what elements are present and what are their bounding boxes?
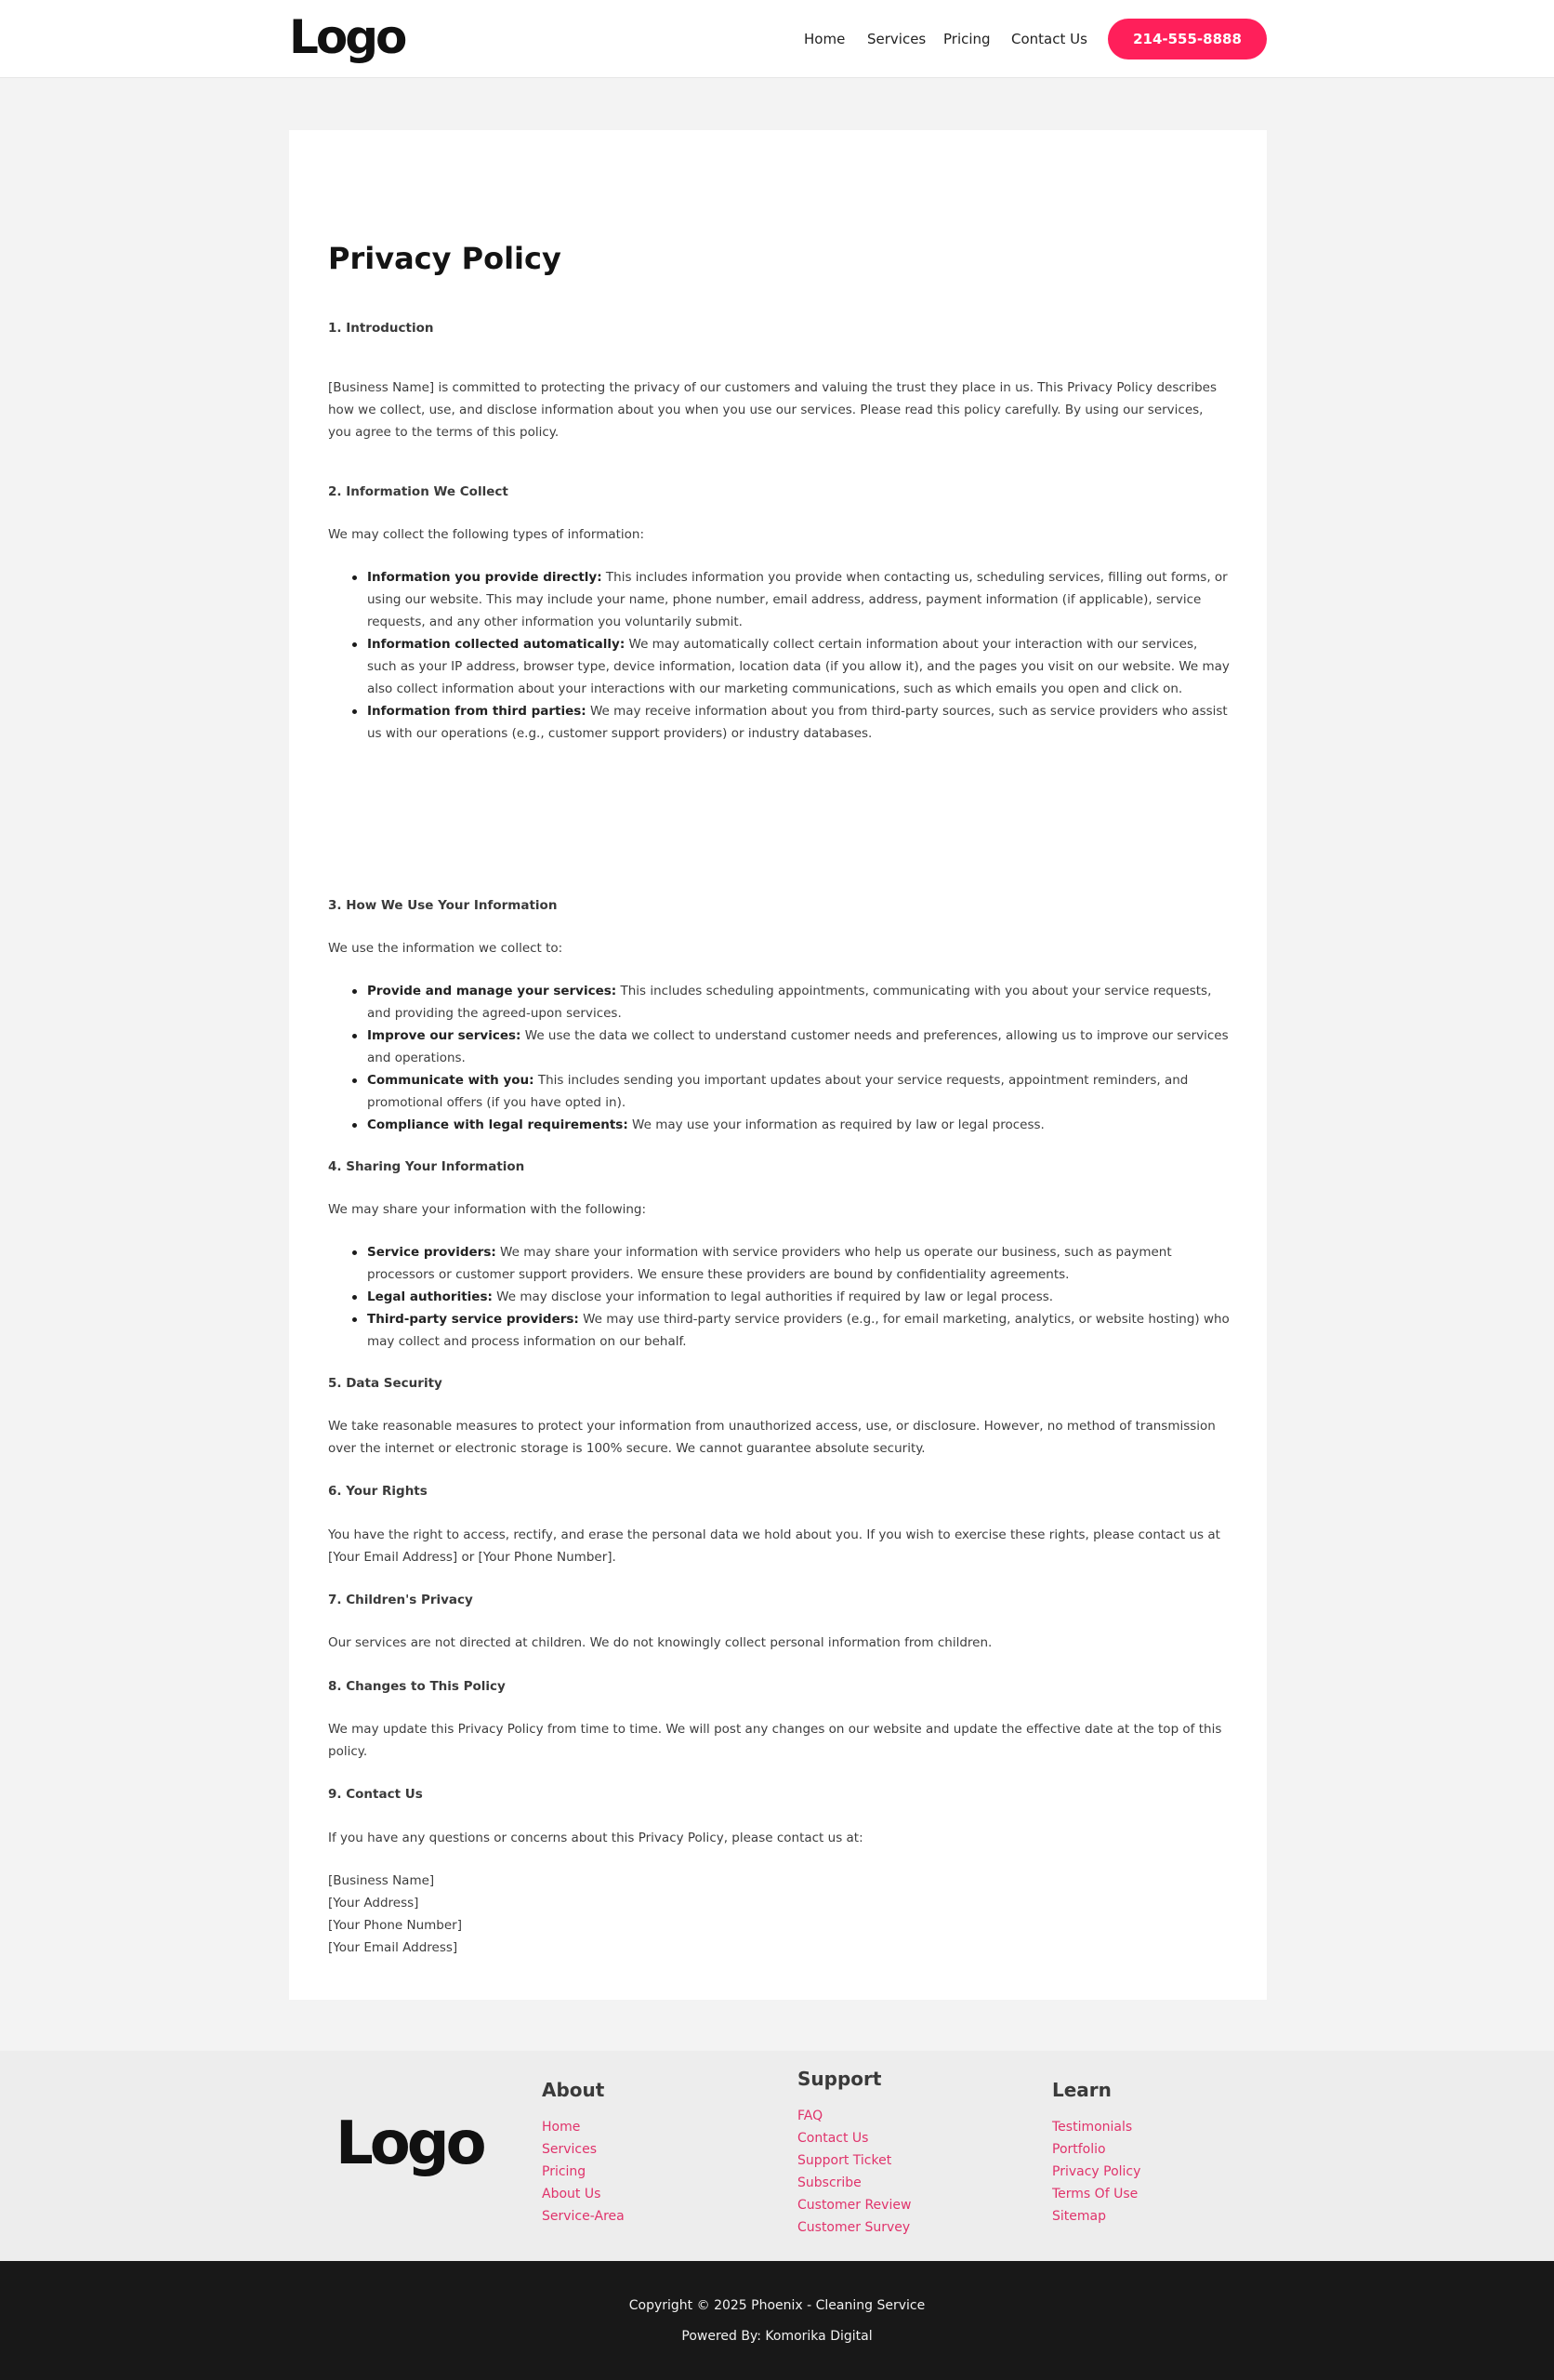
- main-nav: [0, 29, 1554, 49]
- list-item: Information collected automatically: We may automatically collect certain information about your interaction with our services, such as your IP address, browser type, device information, location data (if you allow it), and the pages you visit on our website. We may also collect information about your interactions with our marketing communications, such as which emails you open and click on.: [328, 633, 1230, 700]
- footer-link-customer-survey[interactable]: Customer Survey: [797, 2220, 911, 2235]
- footer-heading-about: About: [542, 2079, 605, 2101]
- contact-business-name: [Business Name]: [328, 1873, 435, 1888]
- use-list: [328, 980, 1230, 1136]
- site-logo[interactable]: Logo: [289, 10, 405, 64]
- footer-link-contact-us[interactable]: Contact Us: [797, 2131, 869, 2146]
- section-heading-changes: 8. Changes to This Policy: [328, 1679, 506, 1694]
- contact-address: [Your Address]: [328, 1896, 419, 1911]
- site-header: [0, 0, 1554, 78]
- nav-contact-us[interactable]: Contact Us: [1011, 31, 1087, 47]
- collect-lead-text: We may collect the following types of information:: [328, 527, 645, 542]
- footer-link-about-us[interactable]: About Us: [542, 2187, 601, 2202]
- page-title: Privacy Policy: [328, 241, 561, 276]
- footer-link-service-area[interactable]: Service-Area: [542, 2209, 625, 2224]
- nav-services[interactable]: Services: [867, 31, 927, 47]
- footer-link-home[interactable]: Home: [542, 2120, 581, 2135]
- footer-heading-learn: Learn: [1052, 2079, 1112, 2101]
- collect-list: [328, 566, 1230, 745]
- footer-link-customer-review[interactable]: Customer Review: [797, 2198, 912, 2213]
- list-item: Service providers: We may share your information with service providers who help us operate our business, such as payment processors or customer support providers. We ensure these providers are bound by confidentiality agreements.: [328, 1241, 1230, 1286]
- introduction-text: [Business Name] is committed to protecting the privacy of our customers and valuing the trust they place in us. This Privacy Policy describes how we collect, use, and disclose information about you when you use our services. Please read this policy carefully. By using our services, you agree to the terms of this policy.: [328, 380, 1218, 440]
- nav-home[interactable]: Home: [804, 31, 846, 47]
- nav-pricing[interactable]: Pricing: [943, 31, 991, 47]
- data-security-text: We take reasonable measures to protect your information from unauthorized access, use, or disclosure. However, no method of transmission over the internet or electronic storage is 100% secure. We cannot guarantee absolute security.: [328, 1419, 1216, 1456]
- section-heading-contact-us: 9. Contact Us: [328, 1787, 423, 1802]
- footer-link-sitemap[interactable]: Sitemap: [1052, 2209, 1106, 2224]
- footer-link-terms-of-use[interactable]: Terms Of Use: [1052, 2187, 1139, 2202]
- footer-link-privacy-policy[interactable]: Privacy Policy: [1052, 2164, 1141, 2179]
- sharing-list: [328, 1241, 1230, 1353]
- footer-link-testimonials[interactable]: Testimonials: [1052, 2120, 1133, 2135]
- list-item: Improve our services: We use the data we collect to understand customer needs and preferences, allowing us to improve our services and operations.: [328, 1025, 1230, 1069]
- footer-logo[interactable]: Logo: [336, 2109, 483, 2178]
- section-heading-introduction: 1. Introduction: [328, 321, 434, 336]
- contact-phone: [Your Phone Number]: [328, 1918, 462, 1933]
- powered-by-text: Powered By: Komorika Digital: [681, 2329, 873, 2344]
- list-item: Information you provide directly: This includes information you provide when contacting us, scheduling services, filling out forms, or using our website. This may include your name, phone number, email address, address, payment information (if applicable), service requests, and any other information you voluntarily submit.: [328, 566, 1230, 633]
- footer-heading-support: Support: [797, 2068, 882, 2090]
- list-item: Compliance with legal requirements: We may use your information as required by law or legal process.: [328, 1114, 1230, 1136]
- changes-text: We may update this Privacy Policy from time to time. We will post any changes on our website and update the effective date at the top of this policy.: [328, 1722, 1222, 1759]
- footer-link-subscribe[interactable]: Subscribe: [797, 2175, 862, 2190]
- copyright-text: Copyright © 2025 Phoenix - Cleaning Service: [628, 2298, 926, 2313]
- section-heading-how-we-use: 3. How We Use Your Information: [328, 898, 558, 913]
- section-heading-childrens-privacy: 7. Children's Privacy: [328, 1593, 473, 1607]
- list-item: Provide and manage your services: This includes scheduling appointments, communicating with you about your service requests, and providing the agreed-upon services.: [328, 980, 1230, 1025]
- section-heading-data-security: 5. Data Security: [328, 1376, 442, 1391]
- footer-bottom-bar: [0, 2261, 1554, 2380]
- list-item: Third-party service providers: We may use third-party service providers (e.g., for email marketing, analytics, or website hosting) who may collect and process information on our behalf.: [328, 1308, 1230, 1353]
- list-item: Legal authorities: We may disclose your information to legal authorities if required by law or legal process.: [328, 1286, 1230, 1308]
- footer-link-faq[interactable]: FAQ: [797, 2109, 823, 2123]
- section-heading-sharing: 4. Sharing Your Information: [328, 1159, 525, 1174]
- childrens-privacy-text: Our services are not directed at children. We do not knowingly collect personal information from children.: [328, 1635, 993, 1650]
- list-item: Information from third parties: We may receive information about you from third-party sources, such as service providers who assist us with our operations (e.g., customer support providers) or industry databases.: [328, 700, 1230, 745]
- sharing-lead-text: We may share your information with the following:: [328, 1202, 647, 1217]
- footer-column-support: [797, 2066, 911, 2239]
- footer-link-pricing[interactable]: Pricing: [542, 2164, 586, 2179]
- footer-link-support-ticket[interactable]: Support Ticket: [797, 2153, 892, 2168]
- contact-lead-text: If you have any questions or concerns about this Privacy Policy, please contact us at:: [328, 1831, 863, 1845]
- footer-link-portfolio[interactable]: Portfolio: [1052, 2142, 1106, 2157]
- footer-column-about: [542, 2077, 625, 2228]
- contact-email: [Your Email Address]: [328, 1940, 458, 1955]
- section-heading-information-we-collect: 2. Information We Collect: [328, 484, 508, 499]
- section-heading-your-rights: 6. Your Rights: [328, 1484, 428, 1499]
- your-rights-text: You have the right to access, rectify, and erase the personal data we hold about you. If you wish to exercise these rights, please contact us at [Your Email Address] or [Your Phone Number].: [328, 1527, 1220, 1565]
- footer-link-services[interactable]: Services: [542, 2142, 598, 2157]
- phone-call-button[interactable]: 214-555-8888: [1108, 19, 1267, 60]
- footer-column-learn: [1052, 2077, 1140, 2228]
- use-lead-text: We use the information we collect to:: [328, 941, 563, 956]
- content-card: [289, 130, 1267, 2000]
- contact-details: [328, 1870, 1230, 1959]
- list-item: Communicate with you: This includes sending you important updates about your service requests, appointment reminders, and promotional offers (if you have opted in).: [328, 1069, 1230, 1114]
- footer-widgets: [0, 2051, 1554, 2261]
